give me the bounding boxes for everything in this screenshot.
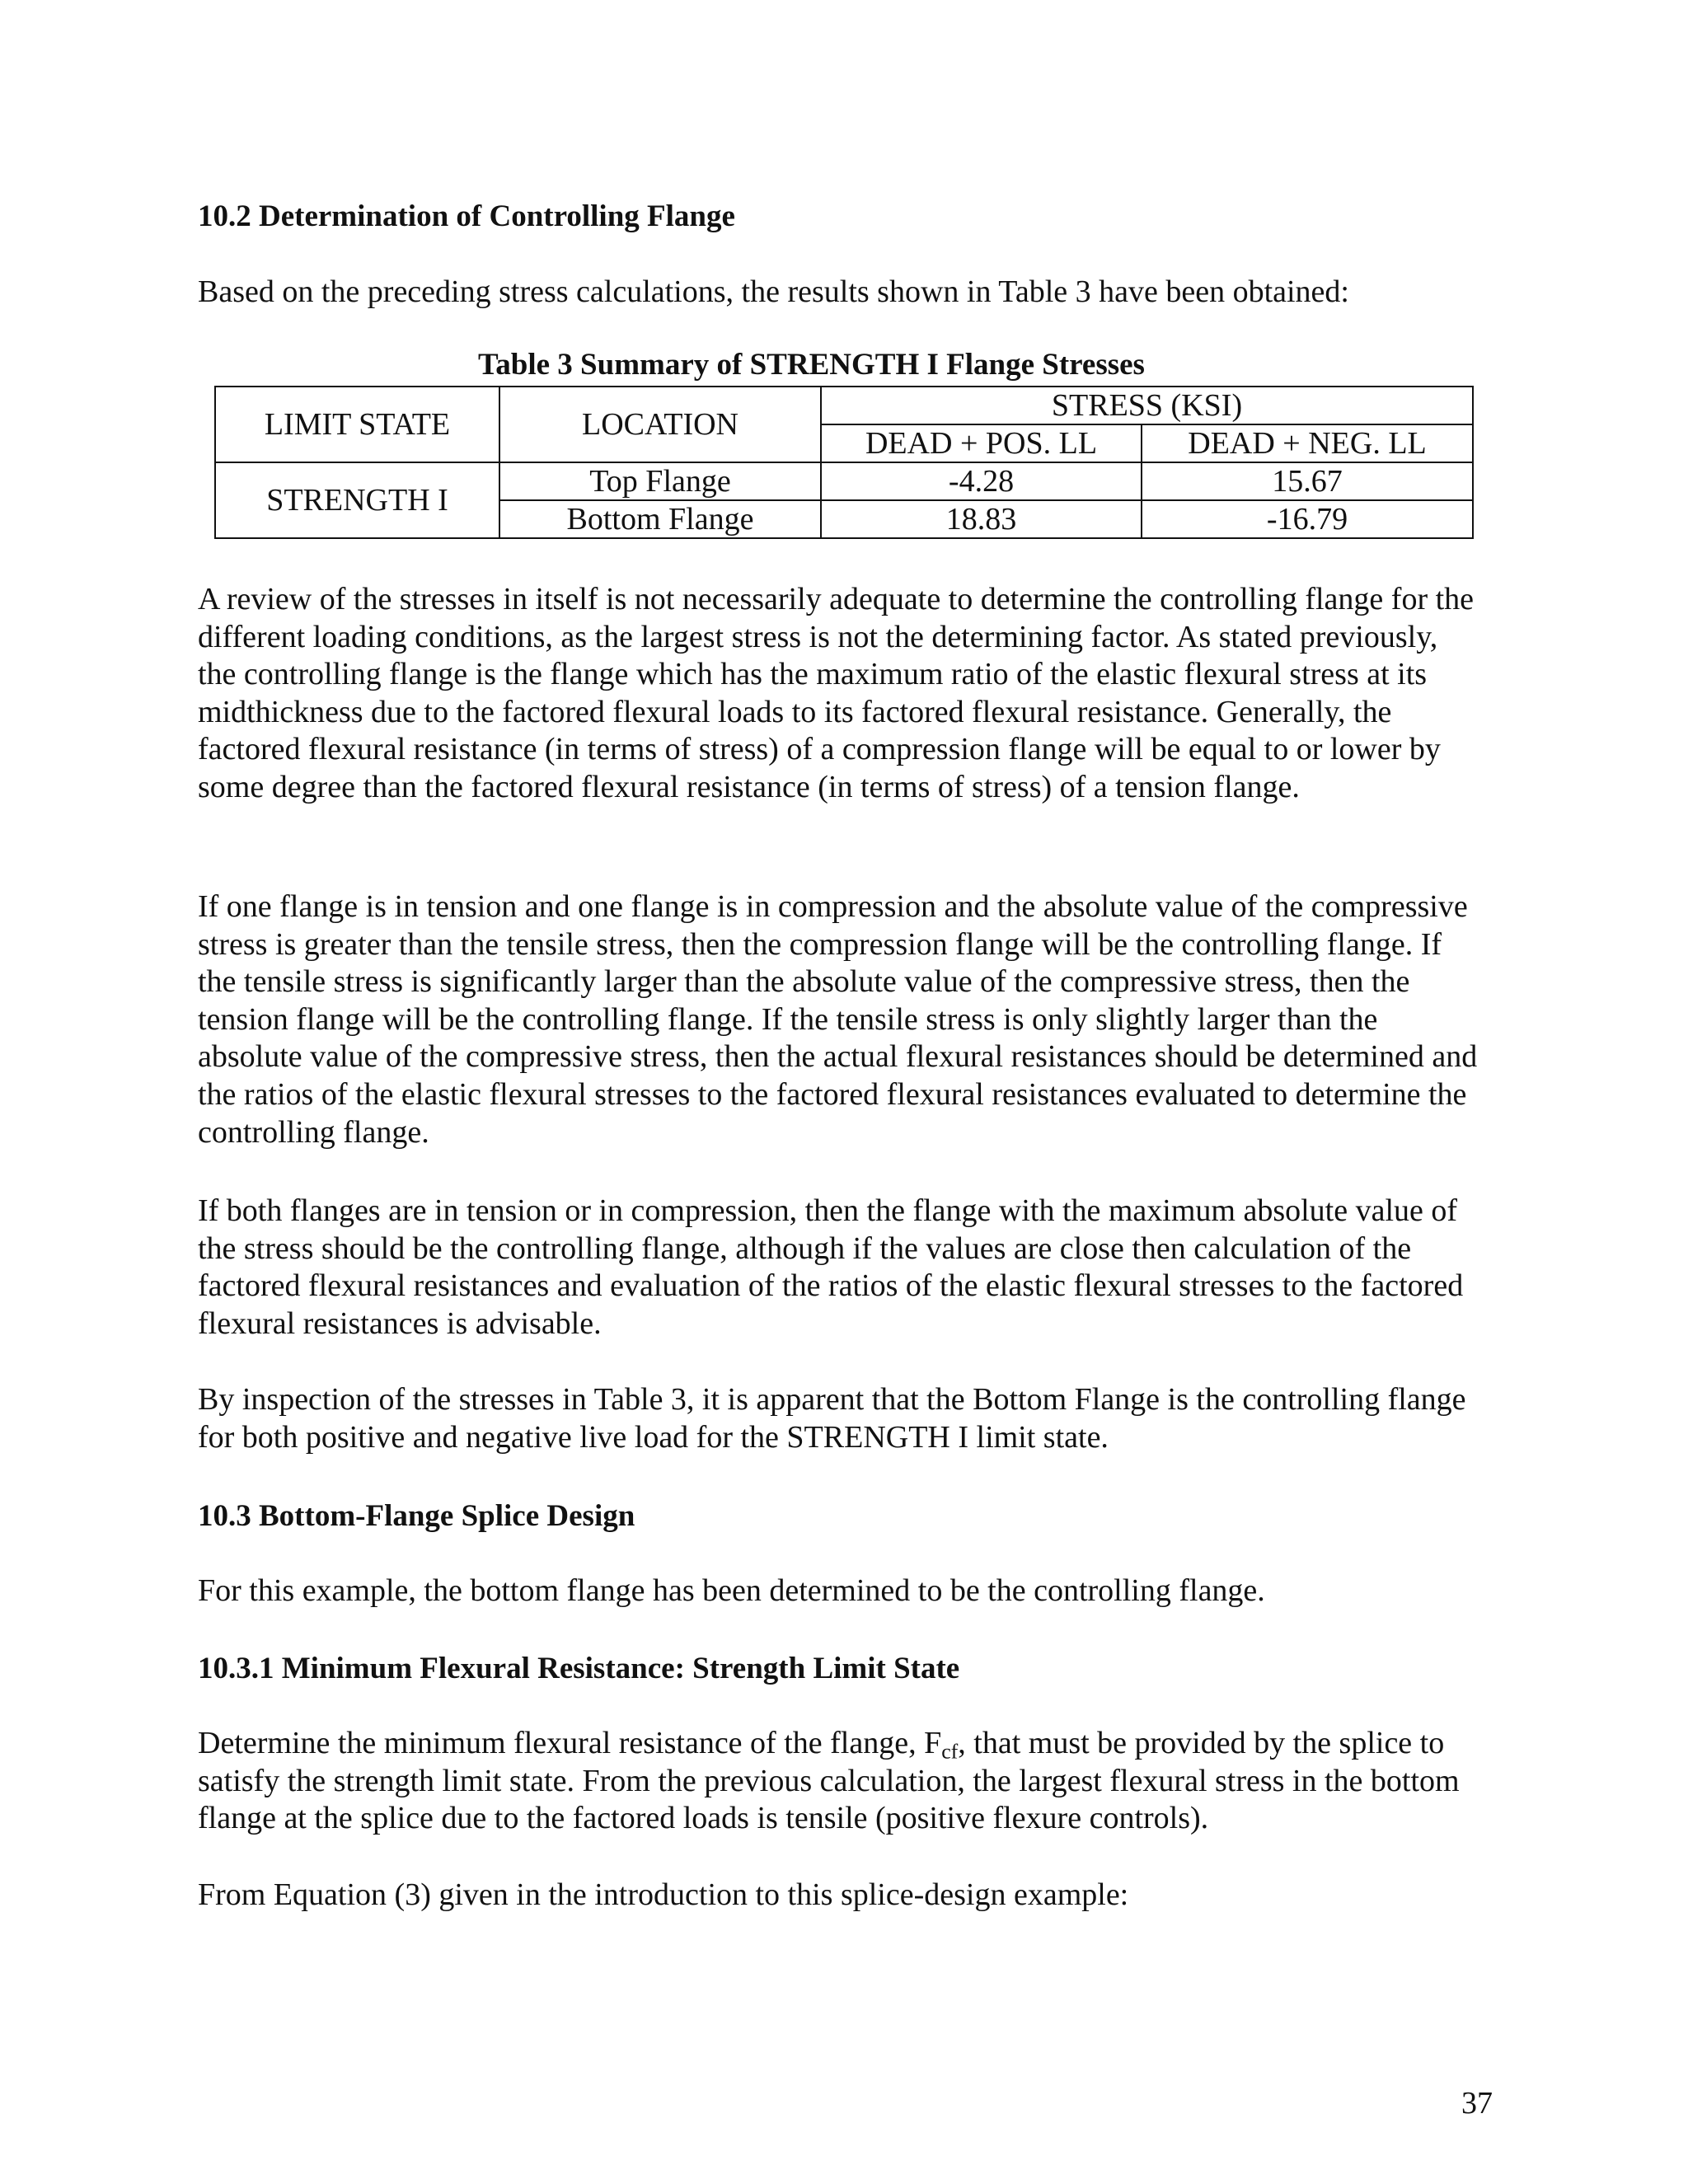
text-before: Determine the minimum flexural resistance of the flange, F (198, 1726, 942, 1760)
section-10-3-1-heading: 10.3.1 Minimum Flexural Resistance: Strength Limit State (198, 1652, 960, 1685)
dead-pos-cell: 18.83 (821, 500, 1142, 538)
section-10-3-1-text (198, 1725, 1484, 1838)
text-after: , that must be provided by the splice to satisfy the strength limit state. From the previous calculation, the largest flexural stress in the bottom flange at the splice due to the factored loads is tensile (positive flexure controls). (198, 1726, 1460, 1836)
location-cell: Bottom Flange (499, 500, 821, 538)
page-number: 37 (1461, 2086, 1493, 2121)
paragraph-tension-compression: If one flange is in tension and one flange is in compression and the absolute value of the compressive stress is greater than the tensile stress, then the compression flange will be the controlling flange. If the tensile stress is significantly larger than the absolute value of the compressive stress, then the tension flange will be the controlling flange. If the tensile stress is only slightly larger than the absolute value of the compressive stress, then the actual flexural resistances should be determined and the ratios of the elastic flexural stresses to the factored flexural resistances evaluated to determine the controlling flange. (198, 889, 1478, 1150)
location-cell: Top Flange (499, 462, 821, 500)
dead-pos-cell: -4.28 (821, 462, 1142, 500)
paragraph-review: A review of the stresses in itself is not necessarily adequate to determine the controlling flange for the different loading conditions, as the largest stress is not the determining factor. As stated previously, the controlling flange is the flange which has the maximum ratio of the elastic flexural stress at its midthickness due to the factored flexural loads to its factored flexural resistance. Generally, the factored flexural resistance (in terms of stress) of a compression flange will be equal to or lower by some degree than the factored flexural resistance (in terms of stress) of a tension flange. (198, 582, 1475, 804)
table-3-caption: Table 3 Summary of STRENGTH I Flange Stresses (478, 348, 1145, 382)
paragraph-inspection: By inspection of the stresses in Table 3, it is apparent that the Bottom Flange is the controlling flange for both positive and negative live load for the STRENGTH I limit state. (198, 1382, 1466, 1455)
section-10-2-heading: 10.2 Determination of Controlling Flange (198, 199, 735, 233)
header-location: LOCATION (499, 387, 821, 462)
equation-intro: From Equation (3) given in the introduction to this splice-design example: (198, 1877, 1129, 1912)
section-10-3-text: For this example, the bottom flange has been determined to be the controlling flange. (198, 1573, 1265, 1608)
section-10-2-intro: Based on the preceding stress calculations, the results shown in Table 3 have been obtained: (198, 274, 1349, 309)
subscript-cf: cf (941, 1739, 959, 1764)
dead-neg-cell: 15.67 (1142, 462, 1473, 500)
paragraph-both-flanges: If both flanges are in tension or in compression, then the flange with the maximum absolute value of the stress should be the controlling flange, although if the values are close then calculation of the factored flexural resistances and evaluation of the ratios of the elastic flexural stresses to the factored flexural resistances is advisable. (198, 1193, 1464, 1341)
header-dead-pos-ll: DEAD + POS. LL (821, 424, 1142, 462)
header-stress: STRESS (KSI) (821, 387, 1473, 424)
dead-neg-cell: -16.79 (1142, 500, 1473, 538)
header-limit-state: LIMIT STATE (215, 387, 499, 462)
table-row (215, 462, 1473, 500)
limit-state-cell: STRENGTH I (215, 462, 499, 538)
header-dead-neg-ll: DEAD + NEG. LL (1142, 424, 1473, 462)
section-10-3-heading: 10.3 Bottom-Flange Splice Design (198, 1499, 635, 1533)
table-3-flange-stresses (214, 386, 1474, 539)
